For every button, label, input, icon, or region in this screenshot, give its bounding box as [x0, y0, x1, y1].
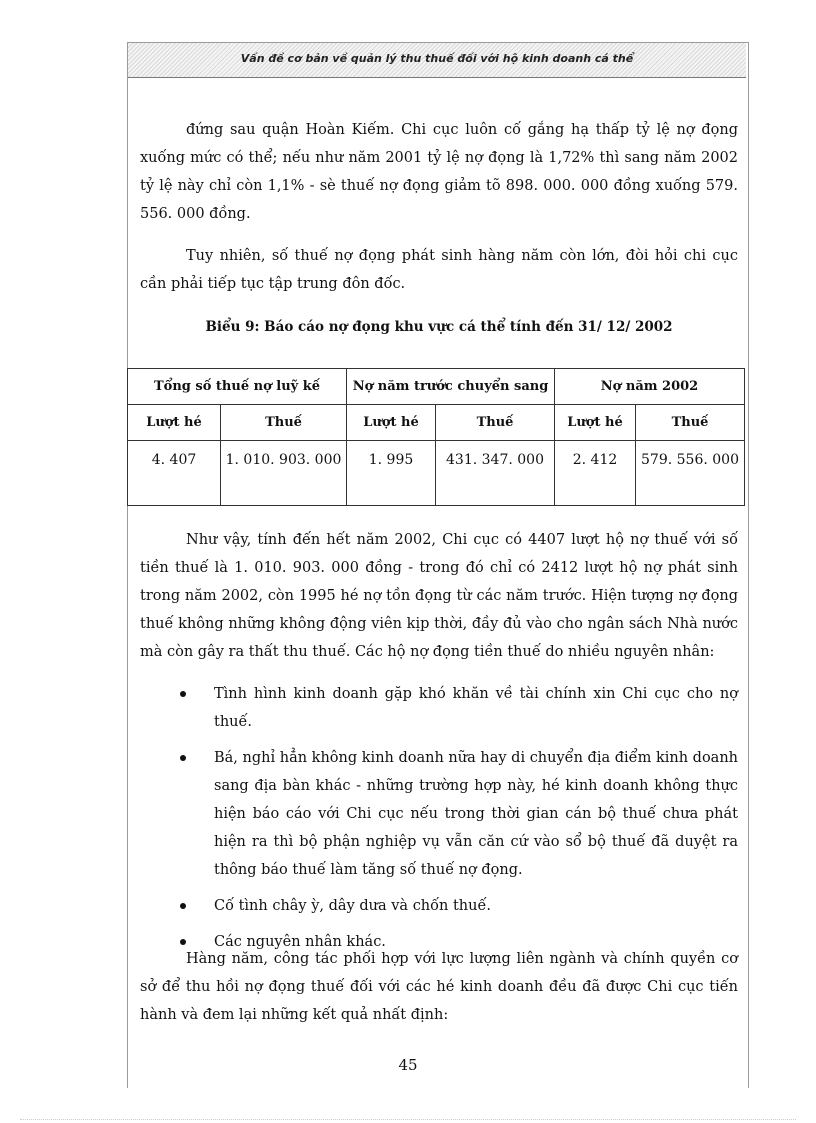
page-number: 45 — [398, 1056, 418, 1074]
subheader-cell: Thuế — [221, 405, 347, 441]
list-item-text: Bá, nghỉ hẳn không kinh doanh nữa hay di chuyển địa điểm kinh doanh sang địa bàn khác - những trường hợp này, hé kinh doanh không thực hiện báo cáo với Chi cục nếu trong thời gian cán bộ thuế chưa phát hiện ra thì bộ phận nghiệp vụ vẫn căn cứ vào sổ bộ thuế đã duyệt ra thông báo thuế làm tăng số thuế nợ đọng. — [214, 750, 738, 878]
list-item-text: Các nguyên nhân khác. — [214, 934, 386, 950]
list-item — [180, 744, 738, 884]
list-item — [180, 892, 738, 920]
table-cell: 2. 412 — [555, 441, 636, 506]
table-caption: Biểu 9: Báo cáo nợ đọng khu vực cá thể tính đến 31/ 12/ 2002 — [205, 319, 673, 335]
table-cell: 4. 407 — [128, 441, 221, 506]
subheader-cell: Lượt hé — [555, 405, 636, 441]
paragraph-4: Hàng năm, công tác phối hợp với lực lượng liên ngành và chính quyền cơ sở để thu hồi nợ đọng thuế đối với các hé kinh doanh đều đã được Chi cục tiến hành và đem lại những kết quả nhất định: — [140, 951, 738, 1023]
table-subheader-row — [128, 405, 745, 441]
table-header-row — [128, 369, 745, 405]
subheader-cell: Thuế — [636, 405, 745, 441]
bottom-divider — [20, 1119, 796, 1120]
table-cell: 579. 556. 000 — [636, 441, 745, 506]
paragraph-3: Như vậy, tính đến hết năm 2002, Chi cục có 4407 lượt hộ nợ thuế với số tiền thuế là 1. 010. 903. 000 đồng - trong đó chỉ có 2412 lượt hộ nợ phát sinh trong năm 2002, còn 1995 hé nợ tồn đọng từ các năm trước. Hiện tượng nợ đọng thuế không những không động viên kịp thời, đầy đủ vào cho ngân sách Nhà nước mà còn gây ra thất thu thuế. Các hộ nợ đọng tiền thuế do nhiều nguyên nhân: — [140, 532, 738, 660]
subheader-cell: Lượt hé — [347, 405, 436, 441]
table-cell: 1. 010. 903. 000 — [221, 441, 347, 506]
subheader-cell: Thuế — [436, 405, 555, 441]
list-item — [180, 680, 738, 736]
bullet-icon — [180, 691, 186, 697]
header-title: Vấn đề cơ bản về quản lý thu thuế đối với hộ kinh doanh cá thể — [240, 52, 634, 65]
table-cell: 1. 995 — [347, 441, 436, 506]
bullet-icon — [180, 903, 186, 909]
group-header-2002: Nợ năm 2002 — [555, 369, 745, 405]
debt-report-table — [127, 368, 745, 506]
group-header-previous-year: Nợ năm trước chuyển sang — [347, 369, 555, 405]
bullet-icon — [180, 755, 186, 761]
running-header — [128, 43, 746, 78]
group-header-total: Tổng số thuế nợ luỹ kế — [128, 369, 347, 405]
table-row — [128, 441, 745, 506]
paragraph-1: đứng sau quận Hoàn Kiếm. Chi cục luôn cố gắng hạ thấp tỷ lệ nợ đọng xuống mức có thể; nếu như năm 2001 tỷ lệ nợ đọng là 1,72% thì sang năm 2002 tỷ lệ này chỉ còn 1,1% - sè thuế nợ đọng giảm tõ 898. 000. 000 đồng xuống 579. 556. 000 đồng. — [140, 122, 738, 222]
list-item-text: Tình hình kinh doanh gặp khó khăn về tài chính xin Chi cục cho nợ thuế. — [214, 686, 738, 730]
list-item-text: Cố tình chây ỳ, dây dưa và chốn thuế. — [214, 898, 492, 914]
paragraph-2: Tuy nhiên, số thuế nợ đọng phát sinh hàng năm còn lớn, đòi hỏi chi cục cần phải tiếp tục tập trung đôn đốc. — [140, 248, 738, 292]
cause-list — [180, 680, 738, 964]
table-cell: 431. 347. 000 — [436, 441, 555, 506]
subheader-cell: Lượt hé — [128, 405, 221, 441]
